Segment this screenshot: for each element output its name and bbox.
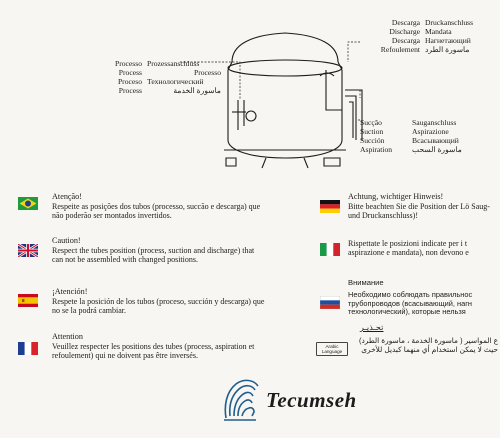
suction-label-fr: Aspiration: [360, 145, 393, 154]
italy-flag-icon: [320, 243, 340, 256]
discharge-label-en: Discharge: [389, 27, 420, 36]
suction-labels: [360, 118, 408, 154]
notice-text-it: Rispettate le posizioni indicate per i t aspirazione e mandata), non devono e: [348, 239, 469, 257]
discharge-label-pt: Descarga: [391, 18, 420, 27]
notice-title-en: Caution!: [52, 236, 81, 245]
process-label-pt: Processo: [115, 59, 142, 68]
notice-title-ru: Внимание: [348, 278, 384, 287]
process-label-en: Process: [118, 68, 142, 77]
process-value-de: Prozessanschluss: [147, 59, 200, 68]
notice-text-fr: Veuillez respecter les positions des tubes (process, aspiration et refoulement) qui ne doivent pas être inversés.: [52, 342, 255, 360]
discharge-labels: [360, 18, 420, 54]
process-labels: [96, 59, 142, 95]
suction-value-de: Sauganschluss: [412, 118, 457, 127]
process-value-it: Processo: [194, 68, 221, 77]
discharge-value-de: Druckanschluss: [425, 18, 474, 27]
process-values: [147, 59, 227, 95]
notice-title-pt: Atenção!: [52, 192, 83, 201]
discharge-value-it: Mandata: [425, 27, 452, 36]
notice-text-de: Bitte beachten Sie die Position der Lö Saug- und Druckanschluss)!: [348, 202, 490, 220]
notice-title-ar: تحـذيـر: [360, 323, 384, 332]
suction-value-ar: ماسورة السحب: [412, 145, 462, 154]
suction-label-es: Succión: [360, 136, 385, 145]
suction-values: [412, 118, 497, 154]
suction-value-it: Aspirazione: [412, 127, 449, 136]
process-value-ru: Технологический: [147, 77, 204, 86]
notice-text-en: Respect the tubes position (process, suction and discharge) that can not be assembled with changed positions.: [52, 246, 255, 264]
brazil-flag-icon: [18, 197, 38, 210]
discharge-values: [425, 18, 500, 54]
arabic-language-badge: Arabic Language: [316, 342, 348, 356]
germany-flag-icon: [320, 200, 340, 213]
notice-text-ar: ع المواسير ( ماسورة الخدمة ، ماسورة الطرد) حيث لا يمكن استخدام أي منهما كبديل للأخرى: [359, 336, 498, 354]
france-flag-icon: [18, 342, 38, 355]
suction-value-ru: Всасывающий: [412, 136, 459, 145]
notice-title-de: Achtung, wichtiger Hinweis!: [348, 192, 444, 201]
spain-flag-icon: [18, 294, 38, 307]
notice-text-pt: Respeite as posições dos tubos (processo, succão e descarga) que não poderão ser montados invertidos.: [52, 202, 261, 220]
discharge-label-es: Descarga: [391, 36, 420, 45]
notice-title-fr: Attention: [52, 332, 83, 341]
brand-name: Tecumseh: [266, 388, 357, 412]
notice-text-ru: Необходимо соблюдать правильнос трубопроводов (всасывающий, нагн технологический), которые нельзя: [348, 290, 473, 317]
discharge-label-fr: Refoulement: [380, 45, 420, 54]
process-value-ar: ماسورة الخدمة: [173, 86, 221, 95]
process-label-es: Proceso: [117, 77, 142, 86]
discharge-value-ar: ماسورة الطرد: [425, 45, 470, 54]
discharge-value-ru: Нагнетающий: [425, 36, 471, 45]
uk-flag-icon: [18, 244, 38, 257]
russia-flag-icon: [320, 296, 340, 309]
tecumseh-head-logo-icon: [220, 376, 262, 422]
notice-title-es: ¡Atención!: [52, 287, 88, 296]
suction-label-pt: Sucção: [360, 118, 382, 127]
process-label-fr: Process: [118, 86, 142, 95]
notice-text-es: Respete la posición de los tubos (proceso, succión y descarga) que no se la podrá cambiar.: [52, 297, 265, 315]
suction-label-en: Suction: [360, 127, 384, 136]
